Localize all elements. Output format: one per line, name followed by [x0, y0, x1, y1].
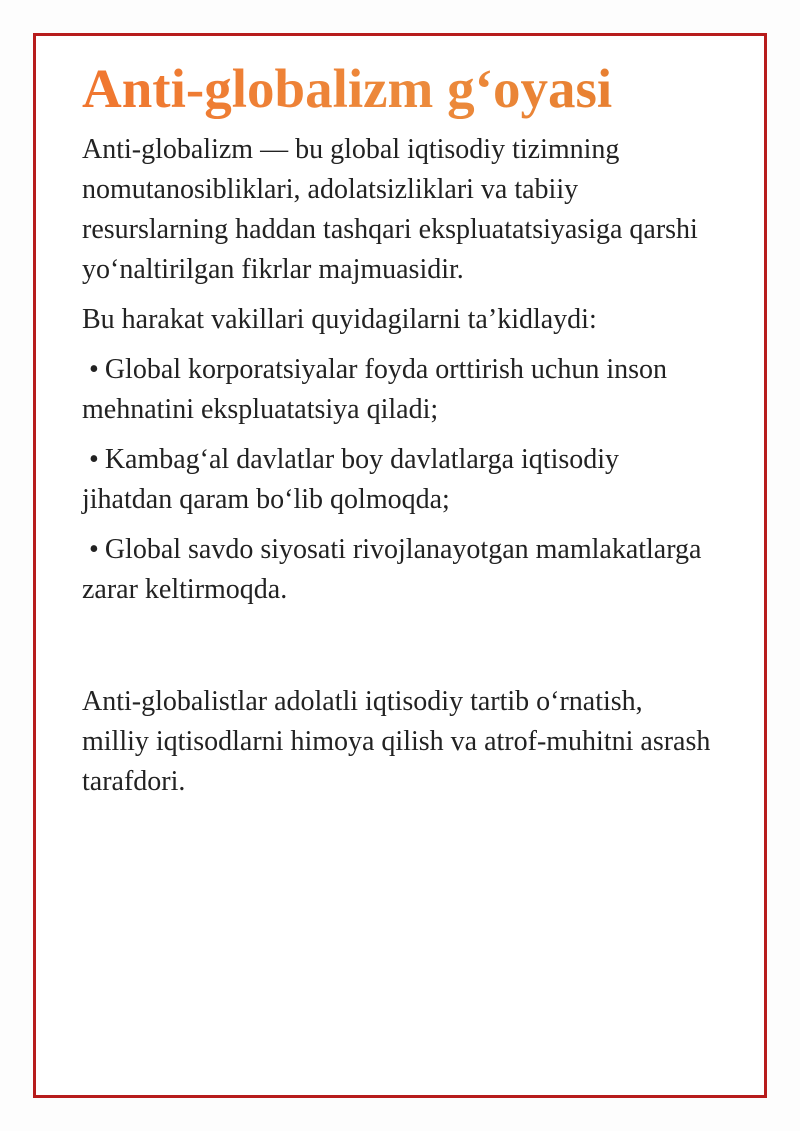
bullet-text: Global savdo siyosati rivojlanayotgan mamlakatlarga zarar keltirmoqda. [82, 534, 702, 605]
bullet-item-1 [82, 350, 712, 430]
bullet-item-2 [82, 440, 712, 520]
intro-paragraph: Anti-globalizm — bu global iqtisodiy tizimning nomutanosibliklari, adolatsizliklari va tabiiy resurslarning haddan tashqari ekspluatatsiyasiga qarshi yo‘naltirilgan fikrlar majmuasidir. [82, 134, 698, 285]
document-content [82, 56, 712, 812]
bullet-icon: • [89, 354, 99, 385]
paragraph-spacer [82, 620, 712, 682]
bullet-text: Global korporatsiyalar foyda orttirish uchun inson mehnatini ekspluatatsiya qiladi; [82, 354, 668, 425]
bullet-item-3 [82, 530, 712, 610]
lead-paragraph: Bu harakat vakillari quyidagilarni ta’kidlaydi: [82, 304, 597, 335]
conclusion-paragraph: Anti-globalistlar adolatli iqtisodiy tartib o‘rnatish, milliy iqtisodlarni himoya qilish va atrof-muhitni asrash tarafdori. [82, 686, 711, 797]
bullet-icon: • [89, 534, 99, 565]
bullet-icon: • [89, 444, 99, 475]
page-title: Anti-globalizm g‘oyasi [82, 56, 712, 122]
bullet-text: Kambag‘al davlatlar boy davlatlarga iqtisodiy jihatdan qaram bo‘lib qolmoqda; [82, 444, 620, 515]
